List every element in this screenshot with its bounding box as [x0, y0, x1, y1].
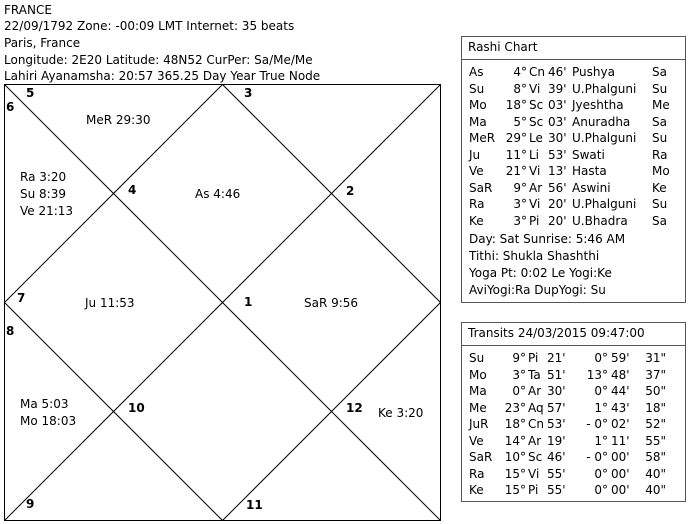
transit-smin-cell: 00'	[611, 450, 630, 464]
rashi-deg-cell: 4°	[513, 65, 527, 79]
transits-title-divider	[462, 345, 685, 346]
transit-sign-cell: Ar	[528, 433, 542, 448]
transit-sign-cell: Sc	[528, 450, 543, 464]
rashi-chart-panel	[461, 36, 686, 303]
rashi-p-cell: MeR	[469, 131, 496, 145]
transit-ssec-cell: 40"	[645, 466, 666, 481]
rashi-min-cell: 20'	[548, 197, 567, 211]
transit-ssec-cell: 58"	[645, 450, 666, 464]
rashi-deg-cell: 3°	[513, 213, 527, 228]
transit-min-cell: 30'	[547, 384, 566, 398]
rashi-min-cell: 46'	[548, 65, 567, 79]
avi-dup-yogi: AviYogi:Ra DupYogi: Su	[469, 283, 606, 297]
rashi-sign-cell: Sc	[529, 114, 544, 129]
rashi-deg-cell: 18°	[505, 98, 527, 112]
rashi-min-cell: 53'	[548, 147, 567, 162]
rashi-p-cell: SaR	[469, 180, 493, 195]
house-number-7: 7	[17, 291, 26, 305]
transit-sign-cell: Ta	[528, 367, 541, 382]
planet-sun: Su 8:39	[20, 187, 66, 201]
transit-sdeg-cell: 0°	[594, 384, 608, 398]
rashi-min-cell: 13'	[548, 164, 567, 178]
transit-sdeg-cell: 13°	[586, 367, 608, 382]
transit-sdeg-cell: 0°	[594, 351, 608, 365]
planet-saturn: SaR 9:56	[304, 296, 359, 310]
rashi-nak-cell: Anuradha	[572, 114, 631, 129]
house-number-12: 12	[346, 401, 363, 415]
rashi-chart-title: Rashi Chart	[468, 40, 538, 54]
rashi-lord-cell: Me	[652, 98, 670, 112]
transit-p-cell: Ma	[469, 384, 487, 398]
rashi-nak-cell: U.Phalguni	[572, 81, 637, 96]
transit-min-cell: 53'	[547, 417, 566, 431]
transit-deg-cell: 10°	[504, 450, 526, 464]
house-number-8: 8	[6, 324, 15, 338]
rashi-deg-cell: 29°	[505, 131, 527, 145]
transit-ssec-cell: 52"	[645, 417, 666, 431]
house-number-10: 10	[128, 401, 145, 415]
rashi-title-divider	[462, 59, 685, 60]
planet-rahu: Ra 3:20	[20, 170, 67, 184]
transit-min-cell: 19'	[547, 433, 566, 448]
transit-sdeg-cell: - 0°	[586, 450, 608, 464]
transit-p-cell: Me	[469, 400, 487, 415]
transit-deg-cell: 23°	[504, 400, 526, 415]
rashi-p-cell: Ma	[469, 114, 487, 129]
transit-p-cell: Su	[469, 351, 485, 365]
transit-min-cell: 57'	[547, 400, 566, 415]
transit-min-cell: 21'	[547, 351, 566, 365]
transit-p-cell: Ke	[469, 483, 484, 497]
transit-min-cell: 46'	[547, 450, 566, 464]
rashi-deg-cell: 21°	[505, 164, 527, 178]
transit-deg-cell: 18°	[504, 417, 526, 431]
birth-place: Paris, France	[4, 36, 81, 50]
rashi-lord-cell: Su	[652, 131, 668, 145]
transits-panel	[461, 322, 686, 502]
chart-name: FRANCE	[4, 3, 52, 17]
transits-title: Transits 24/03/2015 09:47:00	[468, 326, 645, 340]
coordinates: Longitude: 2E20 Latitude: 48N52 CurPer: Sa/Me/Me	[4, 53, 313, 67]
transit-ssec-cell: 18"	[645, 400, 666, 415]
transit-ssec-cell: 31"	[645, 351, 666, 365]
rashi-nak-cell: Jyeshtha	[572, 98, 624, 112]
transit-sdeg-cell: 0°	[594, 483, 608, 497]
rashi-lord-cell: Ra	[652, 147, 668, 162]
transit-sdeg-cell: - 0°	[586, 417, 608, 431]
planet-ketu: Ke 3:20	[378, 406, 424, 420]
transit-sign-cell: Pi	[528, 483, 539, 497]
house-number-9: 9	[26, 497, 35, 511]
rashi-sign-cell: Vi	[529, 197, 541, 211]
rashi-min-cell: 20'	[548, 213, 567, 228]
transit-p-cell: Mo	[469, 367, 487, 382]
transit-smin-cell: 00'	[611, 483, 630, 497]
transit-min-cell: 55'	[547, 483, 566, 497]
rashi-deg-cell: 11°	[505, 147, 527, 162]
transit-ssec-cell: 50"	[645, 384, 666, 398]
transit-ssec-cell: 55"	[645, 433, 666, 448]
planet-ascendant: As 4:46	[195, 187, 241, 201]
house-number-11: 11	[246, 498, 263, 512]
transit-sign-cell: Vi	[528, 466, 540, 481]
transit-smin-cell: 59'	[611, 351, 630, 365]
transit-smin-cell: 00'	[611, 466, 630, 481]
rashi-nak-cell: Swati	[572, 147, 605, 162]
rashi-min-cell: 39'	[548, 81, 567, 96]
rashi-lord-cell: Su	[652, 81, 668, 96]
transit-deg-cell: 15°	[504, 466, 526, 481]
rashi-nak-cell: U.Bhadra	[572, 213, 628, 228]
transit-p-cell: SaR	[469, 450, 493, 464]
birth-data: 22/09/1792 Zone: -00:09 LMT Internet: 35 beats	[4, 19, 295, 33]
rashi-lord-cell: Sa	[652, 114, 667, 129]
rashi-p-cell: As	[469, 65, 484, 79]
transit-ssec-cell: 37"	[645, 367, 666, 382]
transit-p-cell: Ra	[469, 466, 485, 481]
transit-smin-cell: 48'	[611, 367, 630, 382]
rashi-p-cell: Ve	[469, 164, 484, 178]
day-sunrise: Day: Sat Sunrise: 5:46 AM	[469, 232, 626, 246]
house-number-4: 4	[128, 183, 137, 197]
transit-smin-cell: 11'	[611, 433, 630, 448]
rashi-lord-cell: Mo	[652, 164, 670, 178]
transit-deg-cell: 15°	[504, 483, 526, 497]
rashi-deg-cell: 3°	[513, 197, 527, 211]
rashi-lord-cell: Su	[652, 197, 668, 211]
rashi-min-cell: 03'	[548, 98, 567, 112]
rashi-sign-cell: Vi	[529, 81, 541, 96]
transit-p-cell: Ve	[469, 433, 484, 448]
rashi-min-cell: 56'	[548, 180, 567, 195]
transit-sign-cell: Aq	[528, 400, 544, 415]
transit-deg-cell: 0°	[512, 384, 526, 398]
rashi-nak-cell: U.Phalguni	[572, 197, 637, 211]
transit-deg-cell: 3°	[512, 367, 526, 382]
transit-sign-cell: Pi	[528, 351, 539, 365]
house-number-2: 2	[346, 184, 355, 198]
house-number-5: 5	[26, 86, 35, 100]
transit-sdeg-cell: 0°	[594, 466, 608, 481]
rashi-p-cell: Mo	[469, 98, 487, 112]
transit-sign-cell: Cn	[528, 417, 544, 431]
rashi-lord-cell: Sa	[652, 213, 667, 228]
transit-sdeg-cell: 1°	[594, 400, 608, 415]
transit-sign-cell: Ar	[528, 384, 542, 398]
transit-smin-cell: 43'	[611, 400, 630, 415]
rashi-nak-cell: U.Phalguni	[572, 131, 637, 145]
transit-deg-cell: 14°	[504, 433, 526, 448]
rashi-sign-cell: Pi	[529, 213, 540, 228]
planet-mercury: MeR 29:30	[86, 113, 151, 127]
rashi-p-cell: Ra	[469, 197, 485, 211]
house-number-3: 3	[244, 86, 253, 100]
tithi: Tithi: Shukla Shashthi	[469, 249, 600, 263]
rashi-deg-cell: 9°	[513, 180, 527, 195]
rashi-p-cell: Ke	[469, 213, 484, 228]
transit-sdeg-cell: 1°	[594, 433, 608, 448]
yoga-point: Yoga Pt: 0:02 Le Yogi:Ke	[469, 266, 612, 280]
rashi-min-cell: 03'	[548, 114, 567, 129]
rashi-min-cell: 30'	[548, 131, 567, 145]
rashi-lord-cell: Ke	[652, 180, 667, 195]
rashi-nak-cell: Aswini	[572, 180, 611, 195]
house-number-1: 1	[244, 295, 253, 309]
rashi-nak-cell: Hasta	[572, 164, 607, 178]
rashi-lord-cell: Sa	[652, 65, 667, 79]
transit-p-cell: JuR	[469, 417, 489, 431]
ayanamsha: Lahiri Ayanamsha: 20:57 365.25 Day Year True Node	[4, 69, 321, 83]
planet-moon: Mo 18:03	[20, 414, 77, 428]
transit-min-cell: 51'	[547, 367, 566, 382]
rashi-deg-cell: 5°	[513, 114, 527, 129]
transit-smin-cell: 02'	[611, 417, 630, 431]
rashi-deg-cell: 8°	[513, 81, 527, 96]
rashi-sign-cell: Li	[529, 147, 540, 162]
transit-min-cell: 55'	[547, 466, 566, 481]
transit-ssec-cell: 40"	[645, 483, 666, 497]
rashi-p-cell: Ju	[469, 147, 481, 162]
rashi-sign-cell: Sc	[529, 98, 544, 112]
planet-jupiter: Ju 11:53	[85, 296, 135, 310]
rashi-nak-cell: Pushya	[572, 65, 615, 79]
house-number-6: 6	[6, 100, 15, 114]
transit-smin-cell: 44'	[611, 384, 630, 398]
rashi-p-cell: Su	[469, 81, 485, 96]
rashi-sign-cell: Vi	[529, 164, 541, 178]
transit-deg-cell: 9°	[512, 351, 526, 365]
planet-mars: Ma 5:03	[20, 397, 69, 411]
rashi-sign-cell: Le	[529, 131, 543, 145]
rashi-sign-cell: Cn	[529, 65, 545, 79]
planet-venus: Ve 21:13	[20, 204, 74, 218]
rashi-sign-cell: Ar	[529, 180, 543, 195]
